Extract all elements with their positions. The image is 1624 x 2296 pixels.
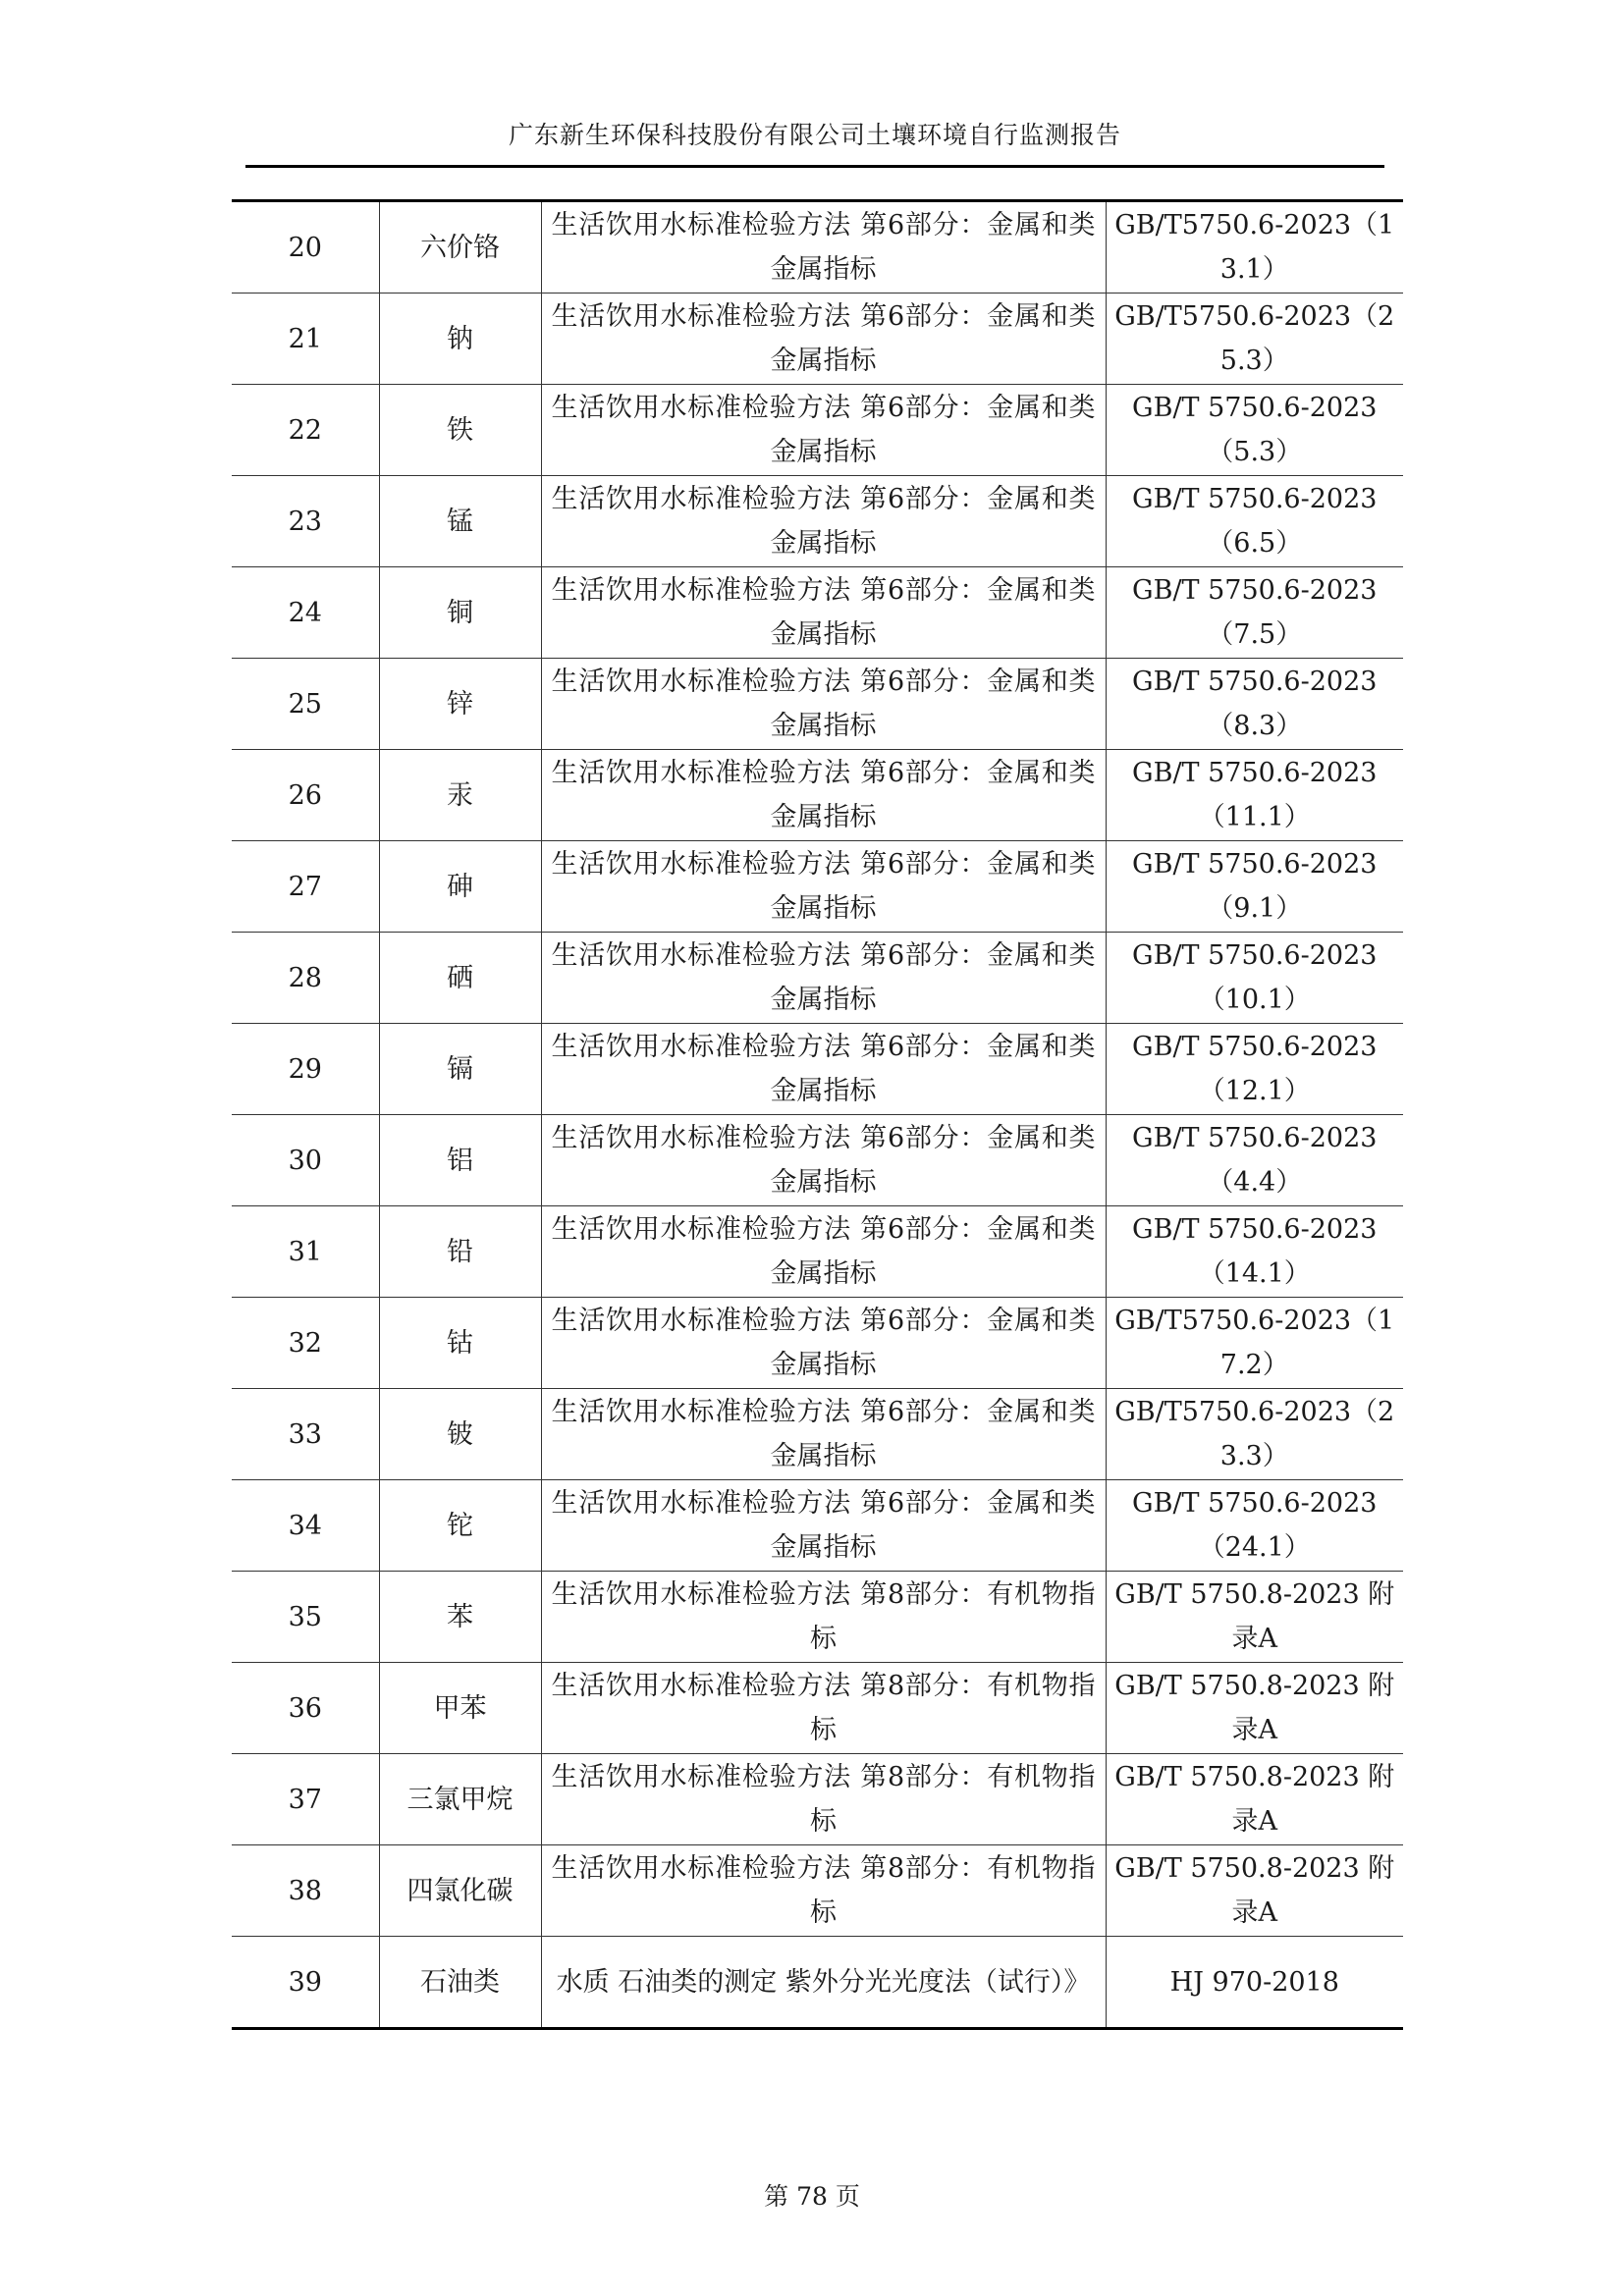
analyte-name: 铊 [379,1480,541,1572]
method-name: 生活饮用水标准检验方法 第6部分：金属和类金属指标 [541,841,1106,933]
standard-code: GB/T 5750.6-2023（8.3） [1106,659,1403,750]
method-name: 水质 石油类的测定 紫外分光光度法（试行）》 [541,1937,1106,2029]
standard-code: GB/T 5750.8-2023 附录A [1106,1845,1403,1937]
method-name: 生活饮用水标准检验方法 第6部分：金属和类金属指标 [541,201,1106,294]
standard-code: GB/T 5750.6-2023（11.1） [1106,750,1403,841]
table-row [232,1206,1403,1298]
standard-code: GB/T 5750.8-2023 附录A [1106,1754,1403,1845]
analyte-name: 镉 [379,1024,541,1115]
method-name: 生活饮用水标准检验方法 第8部分：有机物指标 [541,1663,1106,1754]
analyte-name: 甲苯 [379,1663,541,1754]
standard-code: GB/T 5750.6-2023（4.4） [1106,1115,1403,1206]
standard-code: GB/T 5750.6-2023（6.5） [1106,476,1403,567]
table-row [232,385,1403,476]
row-number: 37 [232,1754,379,1845]
analyte-name: 钴 [379,1298,541,1389]
row-number: 29 [232,1024,379,1115]
row-number: 27 [232,841,379,933]
standard-code: GB/T 5750.6-2023（5.3） [1106,385,1403,476]
table-row [232,294,1403,385]
row-number: 25 [232,659,379,750]
row-number: 23 [232,476,379,567]
row-number: 35 [232,1572,379,1663]
standard-code: GB/T 5750.6-2023（14.1） [1106,1206,1403,1298]
analyte-name: 钠 [379,294,541,385]
standard-code: GB/T5750.6-2023（17.2） [1106,1298,1403,1389]
row-number: 33 [232,1389,379,1480]
standard-code: GB/T 5750.6-2023（12.1） [1106,1024,1403,1115]
table-row [232,1937,1403,2029]
table-row [232,201,1403,294]
table-row [232,1754,1403,1845]
row-number: 26 [232,750,379,841]
row-number: 38 [232,1845,379,1937]
analyte-name: 石油类 [379,1937,541,2029]
analyte-name: 硒 [379,933,541,1024]
analyte-name: 铍 [379,1389,541,1480]
table-row [232,750,1403,841]
method-name: 生活饮用水标准检验方法 第6部分：金属和类金属指标 [541,1115,1106,1206]
row-number: 36 [232,1663,379,1754]
table-row [232,1572,1403,1663]
header-divider [245,165,1384,168]
monitoring-methods-table [232,199,1403,2030]
table-row [232,841,1403,933]
method-name: 生活饮用水标准检验方法 第6部分：金属和类金属指标 [541,750,1106,841]
method-name: 生活饮用水标准检验方法 第6部分：金属和类金属指标 [541,385,1106,476]
table-row [232,476,1403,567]
row-number: 34 [232,1480,379,1572]
method-name: 生活饮用水标准检验方法 第8部分：有机物指标 [541,1845,1106,1937]
row-number: 32 [232,1298,379,1389]
analyte-name: 四氯化碳 [379,1845,541,1937]
table-row [232,659,1403,750]
page-number: 第 78 页 [764,2182,860,2211]
standard-code: GB/T 5750.8-2023 附录A [1106,1572,1403,1663]
table-row [232,567,1403,659]
row-number: 21 [232,294,379,385]
method-name: 生活饮用水标准检验方法 第6部分：金属和类金属指标 [541,933,1106,1024]
analyte-name: 铅 [379,1206,541,1298]
method-name: 生活饮用水标准检验方法 第6部分：金属和类金属指标 [541,1206,1106,1298]
table-row [232,1389,1403,1480]
method-name: 生活饮用水标准检验方法 第6部分：金属和类金属指标 [541,294,1106,385]
analyte-name: 锌 [379,659,541,750]
row-number: 30 [232,1115,379,1206]
analyte-name: 锰 [379,476,541,567]
table-row [232,1663,1403,1754]
table-row [232,1845,1403,1937]
table-row [232,1024,1403,1115]
table-row [232,1115,1403,1206]
analyte-name: 铁 [379,385,541,476]
standard-code: HJ 970-2018 [1106,1937,1403,2029]
method-name: 生活饮用水标准检验方法 第6部分：金属和类金属指标 [541,1298,1106,1389]
methods-table [232,199,1403,2030]
standard-code: GB/T5750.6-2023（13.1） [1106,201,1403,294]
page-header-title: 广东新生环保科技股份有限公司土壤环境自行监测报告 [508,121,1121,149]
row-number: 20 [232,201,379,294]
method-name: 生活饮用水标准检验方法 第6部分：金属和类金属指标 [541,1024,1106,1115]
method-name: 生活饮用水标准检验方法 第6部分：金属和类金属指标 [541,659,1106,750]
analyte-name: 铝 [379,1115,541,1206]
table-row [232,933,1403,1024]
table-row [232,1298,1403,1389]
method-name: 生活饮用水标准检验方法 第6部分：金属和类金属指标 [541,1389,1106,1480]
analyte-name: 苯 [379,1572,541,1663]
method-name: 生活饮用水标准检验方法 第8部分：有机物指标 [541,1572,1106,1663]
row-number: 31 [232,1206,379,1298]
standard-code: GB/T 5750.8-2023 附录A [1106,1663,1403,1754]
analyte-name: 六价铬 [379,201,541,294]
standard-code: GB/T5750.6-2023（23.3） [1106,1389,1403,1480]
row-number: 24 [232,567,379,659]
analyte-name: 汞 [379,750,541,841]
analyte-name: 铜 [379,567,541,659]
method-name: 生活饮用水标准检验方法 第8部分：有机物指标 [541,1754,1106,1845]
row-number: 22 [232,385,379,476]
method-name: 生活饮用水标准检验方法 第6部分：金属和类金属指标 [541,476,1106,567]
standard-code: GB/T 5750.6-2023（24.1） [1106,1480,1403,1572]
analyte-name: 三氯甲烷 [379,1754,541,1845]
table-row [232,1480,1403,1572]
standard-code: GB/T 5750.6-2023（9.1） [1106,841,1403,933]
standard-code: GB/T 5750.6-2023（10.1） [1106,933,1403,1024]
standard-code: GB/T 5750.6-2023（7.5） [1106,567,1403,659]
analyte-name: 砷 [379,841,541,933]
method-name: 生活饮用水标准检验方法 第6部分：金属和类金属指标 [541,1480,1106,1572]
table-body [232,201,1403,2029]
method-name: 生活饮用水标准检验方法 第6部分：金属和类金属指标 [541,567,1106,659]
row-number: 39 [232,1937,379,2029]
row-number: 28 [232,933,379,1024]
standard-code: GB/T5750.6-2023（25.3） [1106,294,1403,385]
